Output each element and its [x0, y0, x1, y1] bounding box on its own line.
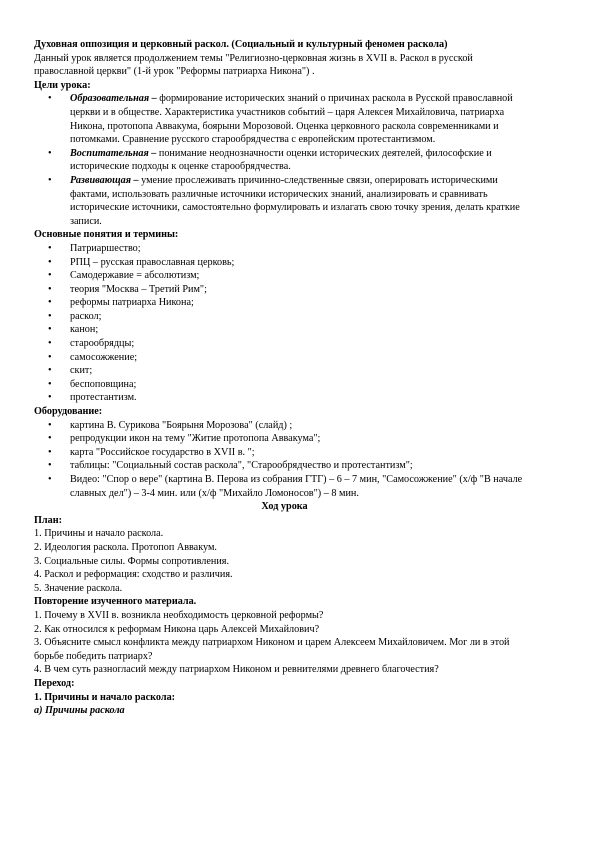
goal-term: Воспитательная –: [70, 147, 157, 159]
equipment-heading: Оборудование:: [34, 406, 103, 418]
list-item: • самосожжение;: [48, 351, 138, 363]
goal-term: Развивающая –: [70, 174, 139, 186]
transition-heading: Переход:: [34, 677, 75, 689]
list-item: • беспоповщина;: [48, 378, 137, 390]
goal-text: умение прослеживать причинно-следственные связи, оперировать историческими фактами, использовать различные источники исторических знаний, анализировать и сравнивать исторические источники, самостоятельно формулировать и излагать свою точку зрения, делать краткие записи.: [70, 174, 520, 227]
goal-term: Образовательная –: [70, 93, 157, 105]
bullet-icon: •: [48, 242, 52, 254]
list-item: • канон;: [48, 324, 99, 336]
equipment-list: [34, 419, 535, 501]
list-item: • карта "Российское государство в XVII в. ";: [48, 446, 255, 458]
lesson-heading: Ход урока: [261, 501, 308, 513]
bullet-icon: •: [48, 174, 52, 186]
list-item: • Видео: "Спор о вере" (картина В. Перова из собрания ГТГ) – 6 – 7 мин, "Самосожжение" (х/ф "В начале славных дел") – 3-4 мин. или (х/ф "Михайло Ломоносов") – 8 мин.: [48, 474, 523, 499]
review-question: 4. В чем суть разногласий между патриархом Никоном и ревнителями древнего благочестия?: [34, 664, 439, 676]
list-item: • репродукции икон на тему "Житие протопопа Аввакума";: [48, 433, 321, 445]
plan-item: 1. Причины и начало раскола.: [34, 528, 164, 540]
bullet-icon: •: [48, 433, 52, 445]
plan-item: 4. Раскол и реформация: сходство и различия.: [34, 569, 233, 581]
goal-text: понимание неоднозначности оценки исторических деятелей, философские и исторические подходы к оценке старообрядчества.: [70, 147, 492, 173]
list-item: • картина В. Сурикова "Боярыня Морозова" (слайд) ;: [48, 419, 293, 431]
list-item: • теория "Москва – Третий Рим";: [48, 283, 207, 295]
goal-item: [34, 174, 535, 228]
plan-item: 3. Социальные силы. Формы сопротивления.: [34, 555, 230, 567]
goal-text: формирование исторических знаний о причинах раскола в Русской православной церкви и в обществе. Характеристика участников событий – царя Алексея Михайловича, патриарха Никона, протопопа Аввакума, боярыни Морозовой. Оценка церковного раскола современниками и потомками. Сравнение русского старообрядчества с европейским протестантизмом.: [70, 93, 513, 146]
list-item: • старообрядцы;: [48, 338, 135, 350]
goals-list: [34, 92, 535, 228]
list-item: • раскол;: [48, 310, 102, 322]
bullet-icon: •: [48, 270, 52, 282]
bullet-icon: •: [48, 283, 52, 295]
list-item: • протестантизм.: [48, 392, 137, 404]
plan-heading: План:: [34, 514, 62, 526]
bullet-icon: •: [48, 474, 52, 485]
bullet-icon: •: [48, 297, 52, 309]
review-question: 3. Объясните смысл конфликта между патриархом Никоном и царем Алексеем Михайловичем. Мог ли в этой борьбе победить патриарх?: [34, 637, 510, 662]
subsection-heading: а) Причины раскола: [34, 705, 125, 717]
plan-item: 5. Значение раскола.: [34, 582, 123, 594]
bullet-icon: •: [48, 324, 52, 336]
terms-list: [34, 242, 535, 405]
bullet-icon: •: [48, 338, 52, 350]
review-question: 1. Почему в XVII в. возникла необходимость церковной реформы?: [34, 609, 324, 621]
bullet-icon: •: [48, 365, 52, 377]
section-heading: 1. Причины и начало раскола:: [34, 691, 176, 703]
terms-heading: Основные понятия и термины:: [34, 229, 179, 241]
bullet-icon: •: [48, 392, 52, 404]
plan-item: 2. Идеология раскола. Протопоп Аввакум.: [34, 541, 217, 553]
bullet-icon: •: [48, 93, 52, 105]
goals-heading: Цели урока:: [34, 79, 91, 91]
list-item: • РПЦ – русская православная церковь;: [48, 256, 235, 268]
bullet-icon: •: [48, 256, 52, 268]
intro-paragraph: Данный урок является продолжением темы "Религиозно-церковная жизнь в XVII в. Раскол в русской православной церкви" (1-й урок "Реформы патриарха Никона") .: [34, 52, 473, 78]
bullet-icon: •: [48, 460, 52, 472]
list-item: • таблицы: "Социальный состав раскола", "Старообрядчество и протестантизм";: [48, 460, 413, 472]
bullet-icon: •: [48, 378, 52, 390]
review-heading: Повторение изученного материала.: [34, 596, 197, 608]
bullet-icon: •: [48, 147, 52, 159]
list-item: • реформы патриарха Никона;: [48, 297, 194, 309]
goal-item: [34, 147, 535, 174]
bullet-icon: •: [48, 419, 52, 431]
goal-item: [34, 92, 535, 146]
list-item: • Патриаршество;: [48, 242, 141, 254]
bullet-icon: •: [48, 446, 52, 458]
bullet-icon: •: [48, 310, 52, 322]
list-item: • Самодержавие = абсолютизм;: [48, 270, 200, 282]
bullet-icon: •: [48, 351, 52, 363]
document-title: Духовная оппозиция и церковный раскол. (Социальный и культурный феномен раскола): [34, 39, 448, 50]
list-item: • скит;: [48, 365, 93, 377]
review-question: 2. Как относился к реформам Никона царь Алексей Михайлович?: [34, 623, 320, 635]
